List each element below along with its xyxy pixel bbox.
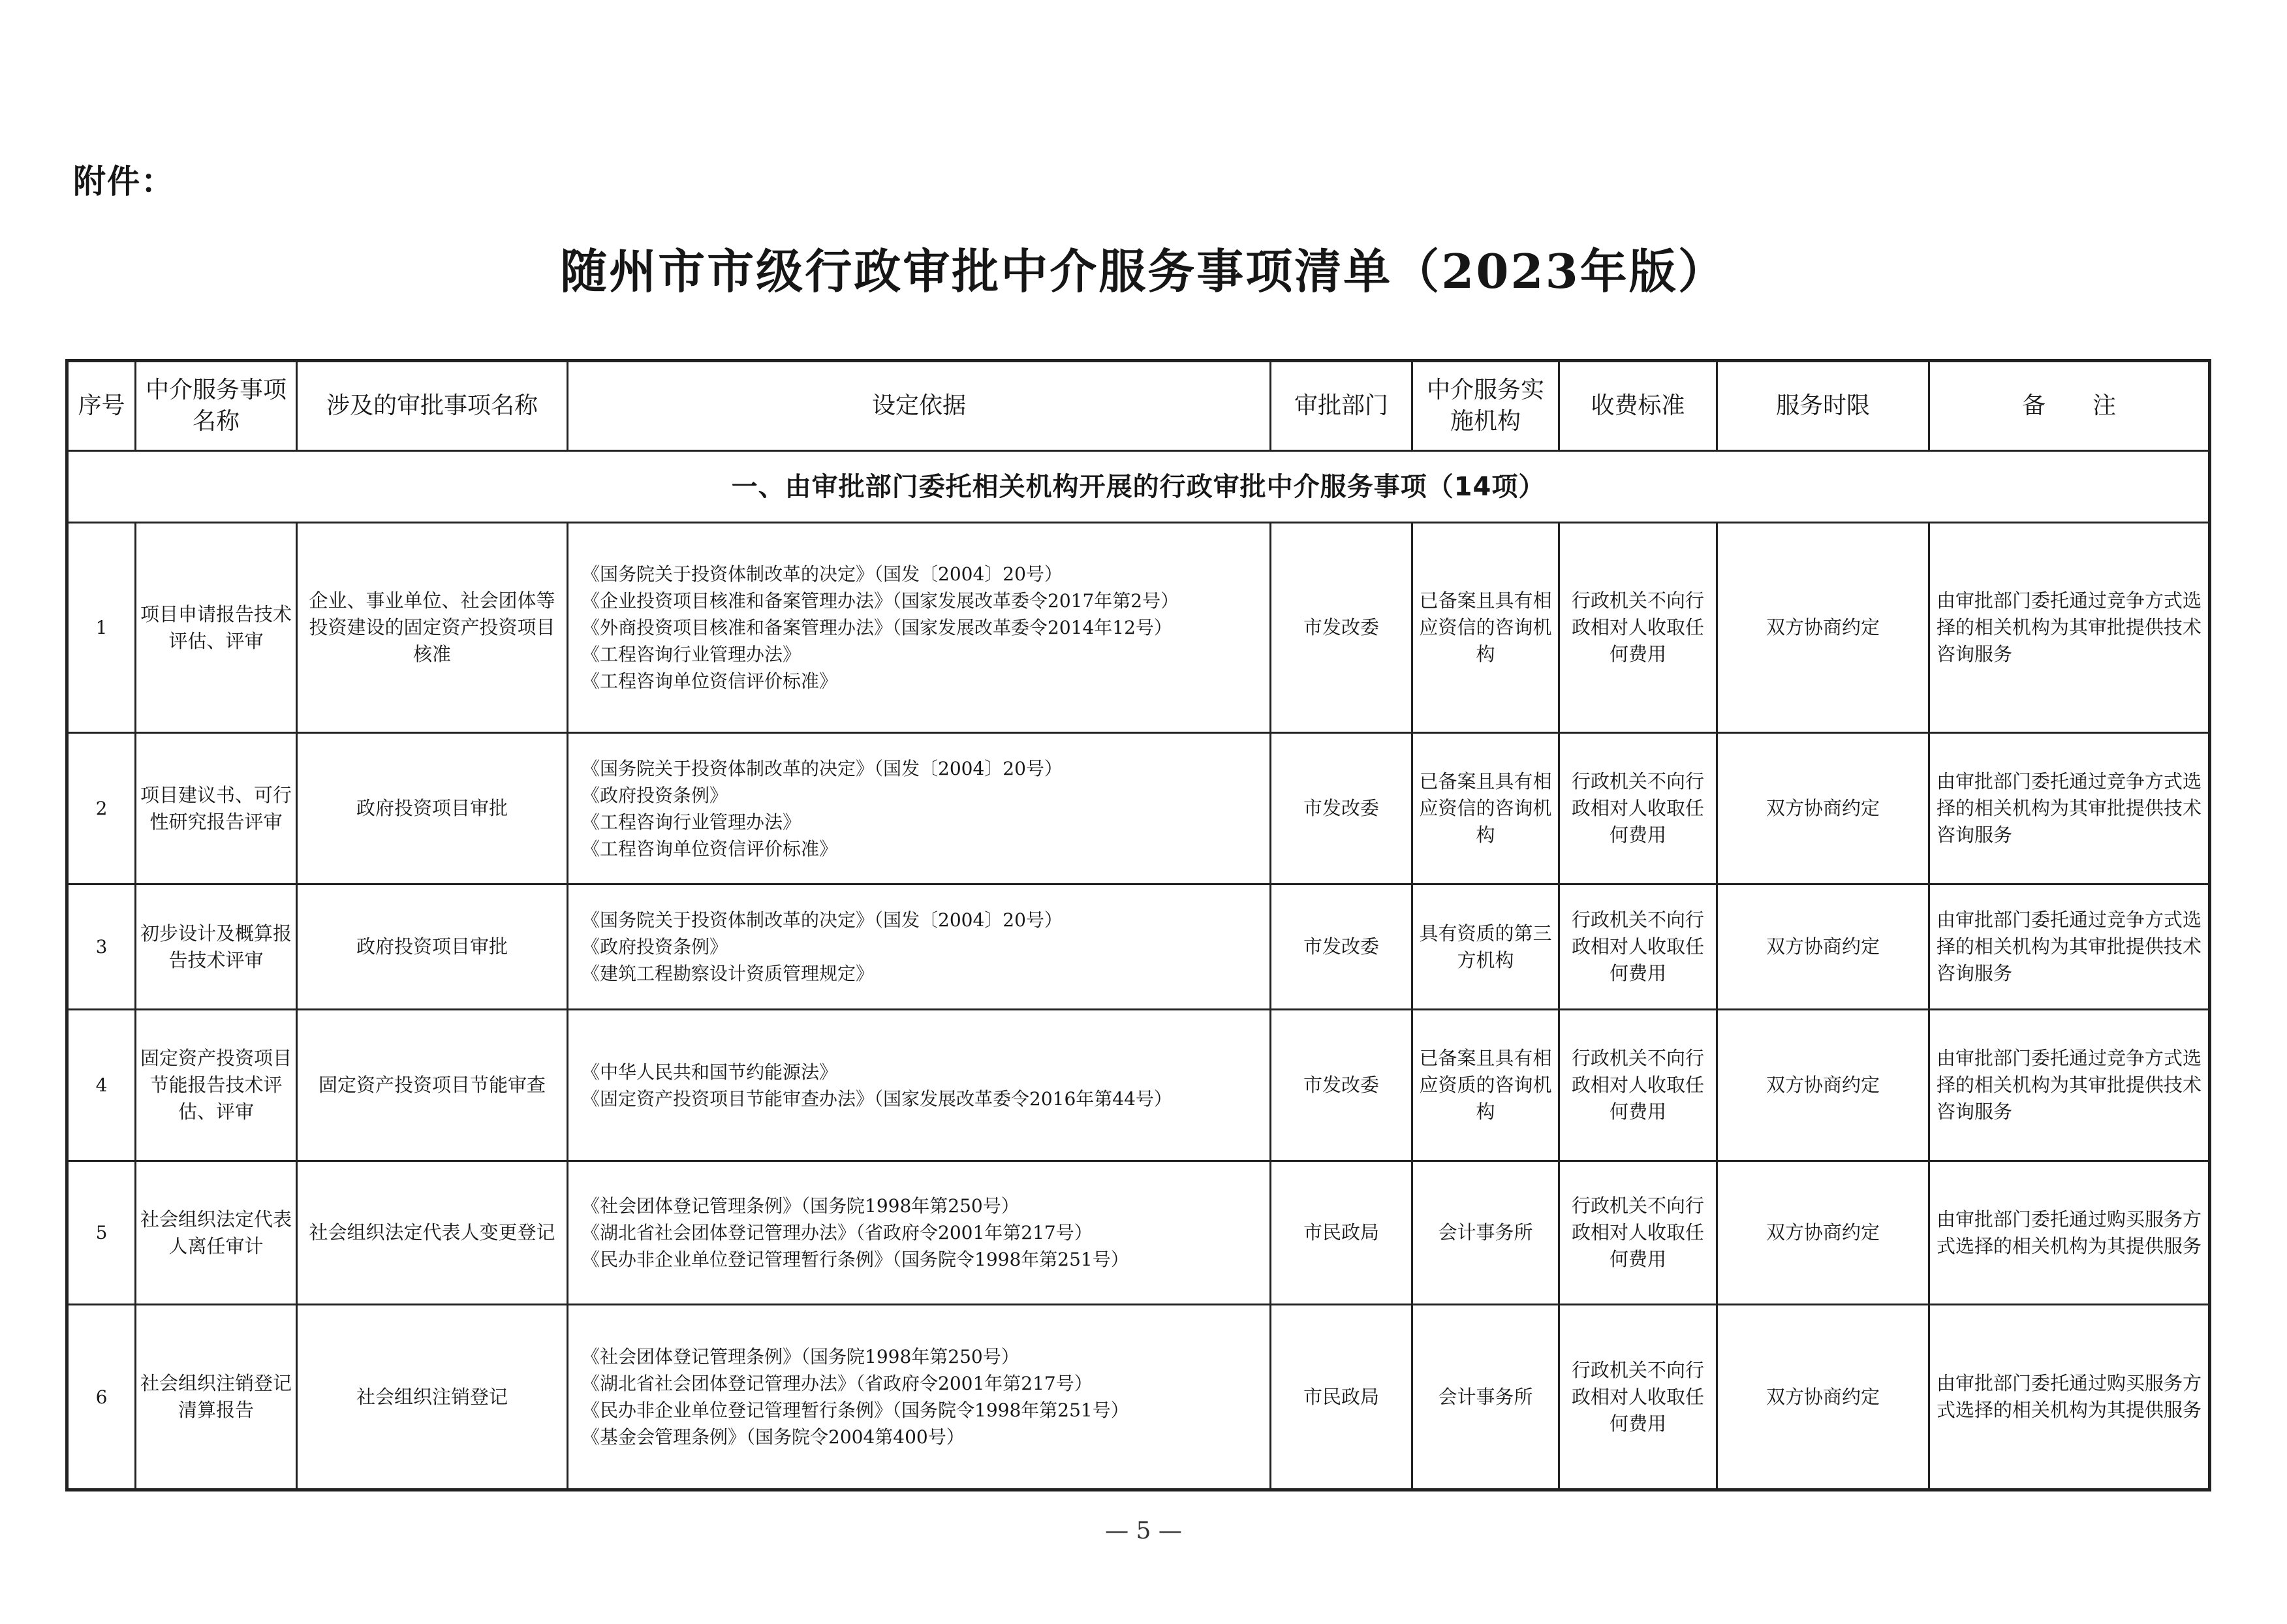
cell-no: 1 <box>67 523 136 733</box>
cell-fee-standard: 行政机关不向行政相对人收取任何费用 <box>1559 1305 1717 1490</box>
cell-service-name: 项目建议书、可行性研究报告评审 <box>136 733 297 884</box>
cell-service-name: 固定资产投资项目节能报告技术评估、评审 <box>136 1010 297 1161</box>
legal-basis-line: 《固定资产投资项目节能审查办法》（国家发展改革委令2016年第44号） <box>582 1087 1172 1110</box>
table-row <box>67 1161 2210 1305</box>
cell-approval-dept: 市民政局 <box>1271 1161 1412 1305</box>
cell-legal-basis <box>568 884 1271 1010</box>
cell-approval-item: 社会组织注销登记 <box>297 1305 568 1490</box>
header-service-agency: 中介服务实施机构 <box>1412 361 1559 451</box>
legal-basis-line: 《国务院关于投资体制改革的决定》（国发〔2004〕20号） <box>582 757 1063 779</box>
table-row <box>67 733 2210 884</box>
header-approval-item: 涉及的审批事项名称 <box>297 361 568 451</box>
cell-service-time: 双方协商约定 <box>1717 1161 1929 1305</box>
legal-basis-line: 《外商投资项目核准和备案管理办法》（国家发展改革委令2014年12号） <box>582 617 1172 638</box>
header-remark: 备 注 <box>1929 361 2210 451</box>
cell-remark: 由审批部门委托通过竞争方式选择的相关机构为其审批提供技术咨询服务 <box>1929 1010 2210 1161</box>
legal-basis-line: 《工程咨询行业管理办法》 <box>582 644 801 665</box>
legal-basis-line: 《民办非企业单位登记管理暂行条例》（国务院令1998年第251号） <box>582 1249 1129 1270</box>
legal-basis-line: 《社会团体登记管理条例》（国务院1998年第250号） <box>582 1195 1019 1217</box>
cell-legal-basis <box>568 1161 1271 1305</box>
legal-basis-line: 《企业投资项目核准和备案管理办法》（国家发展改革委令2017年第2号） <box>582 590 1179 612</box>
cell-service-name: 项目申请报告技术评估、评审 <box>136 523 297 733</box>
attachment-label: 附件： <box>73 163 175 200</box>
legal-basis-line: 《建筑工程勘察设计资质管理规定》 <box>582 963 875 984</box>
cell-remark: 由审批部门委托通过竞争方式选择的相关机构为其审批提供技术咨询服务 <box>1929 884 2210 1010</box>
cell-service-name: 社会组织法定代表人离任审计 <box>136 1161 297 1305</box>
cell-fee-standard: 行政机关不向行政相对人收取任何费用 <box>1559 523 1717 733</box>
legal-basis-line: 《工程咨询行业管理办法》 <box>582 811 801 833</box>
cell-no: 3 <box>67 884 136 1010</box>
legal-basis-line: 《湖北省社会团体登记管理办法》（省政府令2001年第217号） <box>582 1222 1093 1243</box>
cell-no: 4 <box>67 1010 136 1161</box>
cell-no: 5 <box>67 1161 136 1305</box>
cell-no: 2 <box>67 733 136 884</box>
cell-service-agency: 会计事务所 <box>1412 1161 1559 1305</box>
cell-legal-basis <box>568 733 1271 884</box>
legal-basis-line: 《湖北省社会团体登记管理办法》（省政府令2001年第217号） <box>582 1373 1093 1394</box>
cell-service-time: 双方协商约定 <box>1717 884 1929 1010</box>
legal-basis-line: 《国务院关于投资体制改革的决定》（国发〔2004〕20号） <box>582 909 1063 931</box>
cell-service-time: 双方协商约定 <box>1717 733 1929 884</box>
cell-service-agency: 会计事务所 <box>1412 1305 1559 1490</box>
service-items-table <box>65 359 2211 1491</box>
cell-service-name: 初步设计及概算报告技术评审 <box>136 884 297 1010</box>
header-fee-standard: 收费标准 <box>1559 361 1717 451</box>
cell-approval-dept: 市发改委 <box>1271 884 1412 1010</box>
cell-service-name: 社会组织注销登记清算报告 <box>136 1305 297 1490</box>
cell-remark: 由审批部门委托通过竞争方式选择的相关机构为其审批提供技术咨询服务 <box>1929 523 2210 733</box>
cell-approval-dept: 市民政局 <box>1271 1305 1412 1490</box>
cell-service-time: 双方协商约定 <box>1717 1010 1929 1161</box>
header-legal-basis: 设定依据 <box>568 361 1271 451</box>
section-row <box>67 451 2210 523</box>
header-service-time: 服务时限 <box>1717 361 1929 451</box>
header-no: 序号 <box>67 361 136 451</box>
cell-legal-basis <box>568 1305 1271 1490</box>
table-row <box>67 1010 2210 1161</box>
table-header-row <box>67 361 2210 451</box>
legal-basis-line: 《中华人民共和国节约能源法》 <box>582 1061 838 1083</box>
cell-fee-standard: 行政机关不向行政相对人收取任何费用 <box>1559 1161 1717 1305</box>
cell-legal-basis <box>568 523 1271 733</box>
cell-approval-item: 政府投资项目审批 <box>297 884 568 1010</box>
cell-approval-item: 政府投资项目审批 <box>297 733 568 884</box>
cell-legal-basis <box>568 1010 1271 1161</box>
cell-service-agency: 已备案且具有相应资信的咨询机构 <box>1412 733 1559 884</box>
section-title: 一、由审批部门委托相关机构开展的行政审批中介服务事项（14项） <box>67 451 2210 523</box>
legal-basis-line: 《工程咨询单位资信评价标准》 <box>582 837 838 860</box>
cell-approval-dept: 市发改委 <box>1271 523 1412 733</box>
table-row <box>67 884 2210 1010</box>
cell-remark: 由审批部门委托通过购买服务方式选择的相关机构为其提供服务 <box>1929 1305 2210 1490</box>
cell-fee-standard: 行政机关不向行政相对人收取任何费用 <box>1559 733 1717 884</box>
cell-fee-standard: 行政机关不向行政相对人收取任何费用 <box>1559 884 1717 1010</box>
legal-basis-line: 《社会团体登记管理条例》（国务院1998年第250号） <box>582 1346 1019 1367</box>
cell-remark: 由审批部门委托通过竞争方式选择的相关机构为其审批提供技术咨询服务 <box>1929 733 2210 884</box>
legal-basis-line: 《政府投资条例》 <box>582 784 728 806</box>
header-service-name: 中介服务事项名称 <box>136 361 297 451</box>
cell-service-time: 双方协商约定 <box>1717 1305 1929 1490</box>
cell-no: 6 <box>67 1305 136 1490</box>
cell-service-time: 双方协商约定 <box>1717 523 1929 733</box>
cell-approval-item: 社会组织法定代表人变更登记 <box>297 1161 568 1305</box>
table-row <box>67 1305 2210 1490</box>
table-row <box>67 523 2210 733</box>
cell-approval-dept: 市发改委 <box>1271 1010 1412 1161</box>
legal-basis-line: 《基金会管理条例》（国务院令2004第400号） <box>582 1426 965 1448</box>
cell-service-agency: 已备案且具有相应资信的咨询机构 <box>1412 523 1559 733</box>
cell-service-agency: 具有资质的第三方机构 <box>1412 884 1559 1010</box>
cell-approval-item: 固定资产投资项目节能审查 <box>297 1010 568 1161</box>
document-title: 随州市市级行政审批中介服务事项清单（2023年版） <box>560 243 1727 299</box>
legal-basis-line: 《工程咨询单位资信评价标准》 <box>582 670 838 692</box>
legal-basis-line: 《政府投资条例》 <box>582 936 728 958</box>
cell-service-agency: 已备案且具有相应资质的咨询机构 <box>1412 1010 1559 1161</box>
cell-remark: 由审批部门委托通过购买服务方式选择的相关机构为其提供服务 <box>1929 1161 2210 1305</box>
cell-approval-dept: 市发改委 <box>1271 733 1412 884</box>
cell-approval-item: 企业、事业单位、社会团体等投资建设的固定资产投资项目核准 <box>297 523 568 733</box>
legal-basis-line: 《国务院关于投资体制改革的决定》（国发〔2004〕20号） <box>582 563 1063 585</box>
legal-basis-line: 《民办非企业单位登记管理暂行条例》（国务院令1998年第251号） <box>582 1399 1129 1421</box>
header-approval-dept: 审批部门 <box>1271 361 1412 451</box>
cell-fee-standard: 行政机关不向行政相对人收取任何费用 <box>1559 1010 1717 1161</box>
page-number: — 5 — <box>1105 1518 1182 1544</box>
